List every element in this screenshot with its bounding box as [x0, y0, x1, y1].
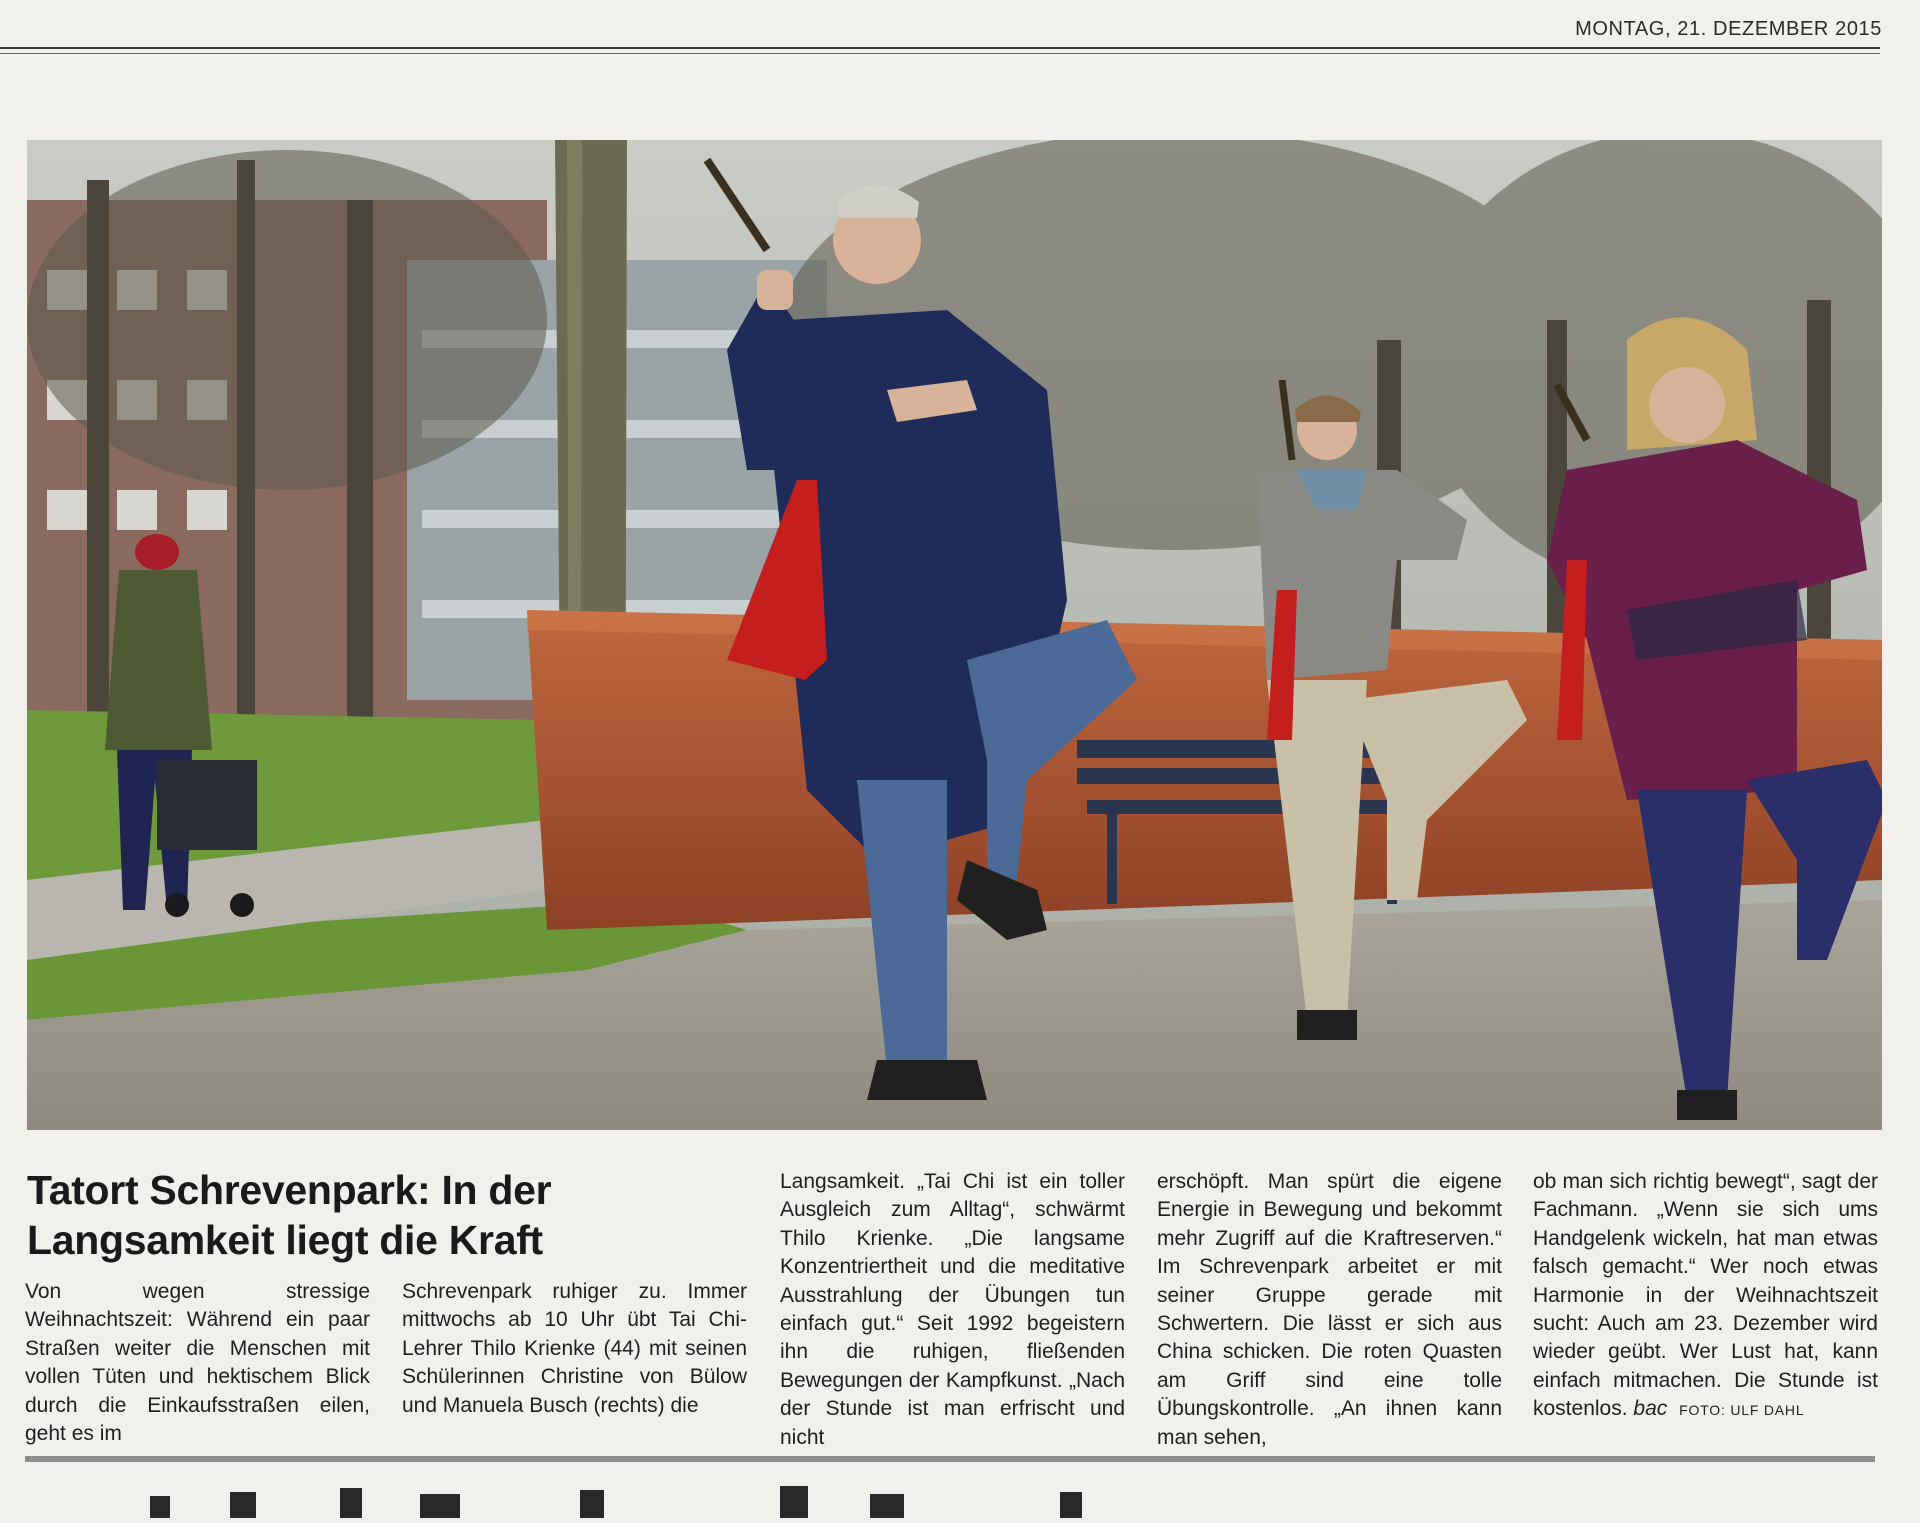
article-headline: Tatort Schrevenpark: In der Langsamkeit liegt die Kraft	[27, 1167, 552, 1263]
author-signoff: bac	[1633, 1397, 1668, 1421]
dateline: MONTAG, 21. DEZEMBER 2015	[1575, 18, 1882, 40]
photo-credit: FOTO: ULF DAHL	[1679, 1402, 1805, 1419]
header-rule-thin	[0, 53, 1880, 54]
article-column-2: Schrevenpark ruhiger zu. Immer mittwochs ab 10 Uhr übt Tai Chi-Lehrer Thilo Krienke (44) mit seinen Schülerinnen Christine von Bülow und Manuela Busch (rechts) die	[402, 1280, 747, 1417]
header-rule	[0, 47, 1880, 49]
article-column-4: erschöpft. Man spürt die eigene Energie in Bewegung und bekommt mehr Zugriff auf die Kraftreserven.“ Im Schrevenpark arbeitet er mit seiner Gruppe gerade mit Schwertern. Die lässt er sich aus China schicken. Die roten Quasten am Griff sind eine tolle Übungskontrolle. „An ihnen kann man sehen,	[1157, 1170, 1502, 1449]
article-column-5: ob man sich richtig bewegt“, sagt der Fachmann. „Wenn sie sich ums Handgelenk wickeln, hat man etwas falsch gemacht.“ Wer noch etwas Harmonie in der Weihnachtszeit sucht: Auch am 23. Dezember wird wieder geübt. Wer Lust hat, kann einfach mitmachen. Die Stunde ist kostenlos.	[1533, 1170, 1878, 1421]
bottom-rule	[25, 1456, 1875, 1462]
article-photo	[27, 140, 1882, 1130]
article-column-1: Von wegen stressige Weihnachtszeit: Während ein paar Straßen weiter die Menschen mit vollen Tüten und hektischem Blick durch die Einkaufsstraßen eilen, geht es im	[25, 1280, 370, 1446]
next-article-fragment	[60, 1478, 1860, 1518]
article-column-3: Langsamkeit. „Tai Chi ist ein toller Ausgleich zum Alltag“, schwärmt Thilo Krienke. „Die langsame Konzentriertheit und die meditative Ausstrahlung der Übungen tun einfach gut.“ Seit 1992 begeistern ihn die ruhigen, fließenden Bewegungen der Kampfkunst. „Nach der Stunde ist man erfrischt und nicht	[780, 1170, 1125, 1449]
article-column-5-wrapper	[1533, 1168, 1878, 1425]
